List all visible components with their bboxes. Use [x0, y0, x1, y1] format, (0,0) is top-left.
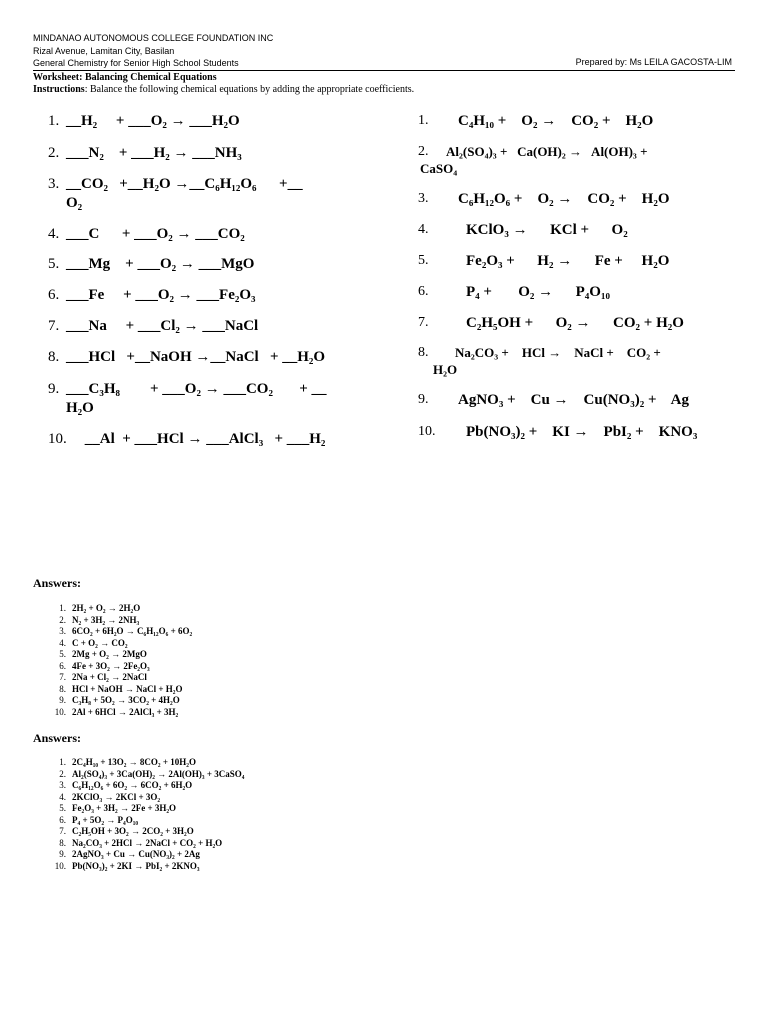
eq-number: 9. [48, 381, 60, 397]
equation: C₄H₁₀ + O₂ → CO₂ + H₂O [458, 113, 654, 129]
list-item: 10. 2Al + 6HCl → 2AlCl₃ + 3H₂ [54, 706, 179, 717]
equation: KClO₃ → KCl + O₂ [466, 222, 628, 238]
equation: P₄ + O₂ → P₄O₁₀ [466, 284, 610, 300]
instructions-text: : Balance the following chemical equations by adding the appropriate coefficients. [84, 84, 415, 95]
equation-continued: H₂O [433, 362, 458, 377]
list-item: 4. 2KClO₃ → 2KCl + 3O₂ [59, 791, 161, 802]
eq-number: 8. [418, 345, 429, 360]
list-item: 1. 2C₄H₁₀ + 13O₂ → 8CO₂ + 10H₂O [59, 757, 196, 767]
eq-number: 8. [48, 349, 60, 365]
eq-number: 5. [48, 256, 60, 272]
equation: __Al + ___HCl → ___AlCl₃ + ___H₂ [66, 431, 326, 447]
equation: C₆H₁₂O₆ + O₂ → CO₂ + H₂O [458, 191, 670, 207]
eq-number: 6. [418, 284, 429, 299]
answers-heading: Answers: [33, 576, 81, 590]
list-item: 3. C₆H₁₂O₆ + 6O₂ → 6CO₂ + 6H₂O [59, 780, 193, 790]
worksheet-title: Worksheet: Balancing Chemical Equations [33, 72, 217, 83]
eq-number: 4. [48, 226, 60, 242]
list-item: 1. 2H₂ + O₂ → 2H₂O [59, 603, 141, 613]
equation: ___Fe + ___O₂ → ___Fe₂O₃ [66, 287, 256, 303]
eq-number: 2. [48, 145, 60, 161]
equation: Pb(NO₃)₂ + KI → PbI₂ + KNO₃ [466, 424, 698, 440]
equation: ___Mg + ___O₂ → ___MgO [66, 256, 255, 272]
equation: ___N₂ + ___H₂ → ___NH₃ [66, 145, 242, 161]
equation: __CO₂ +__H₂O →__C₆H₁₂O₆ +__ [66, 176, 303, 192]
eq-number: 3. [418, 191, 429, 206]
list-item: 10. Pb(NO₃)₂ + 2KI → PbI₂ + 2KNO₃ [54, 860, 200, 871]
list-item: 3. 6CO₂ + 6H₂O → C₆H₁₂O₆ + 6O₂ [59, 626, 193, 636]
list-item: 2. Al₂(SO₄)₃ + 3Ca(OH)₂ → 2Al(OH)₃ + 3CaSO₄ [59, 768, 245, 779]
college-address: Rizal Avenue, Lamitan City, Basilan [33, 46, 175, 56]
eq-number: 6. [48, 287, 60, 303]
equation: Fe₂O₃ + H₂ → Fe + H₂O [466, 253, 670, 269]
equation: ___C₃H₈ + ___O₂ → ___CO₂ + __ [66, 381, 327, 397]
answers-heading: Answers: [33, 731, 81, 745]
worksheet-heading [33, 72, 414, 96]
instructions-label: Instructions [33, 84, 85, 95]
list-item: 7. 2Na + Cl₂ → 2NaCl [59, 672, 147, 682]
list-item: 7. C₂H₅OH + 3O₂ → 2CO₂ + 3H₂O [59, 826, 194, 836]
equation: AgNO₃ + Cu → Cu(NO₃)₂ + Ag [458, 392, 690, 408]
eq-number: 10. [418, 424, 436, 439]
list-item: 5. Fe₂O₃ + 3H₂ → 2Fe + 3H₂O [59, 803, 177, 813]
equation: __H₂ + ___O₂ → ___H₂O [66, 113, 240, 129]
header-divider [33, 70, 735, 71]
list-item: 8. HCl + NaOH → NaCl + H₂O [59, 683, 183, 694]
list-item: 8. Na₂CO₃ + 2HCl → 2NaCl + CO₂ + H₂O [59, 837, 223, 848]
list-item: 6. P₄ + 5O₂ → P₄O₁₀ [59, 814, 139, 825]
eq-number: 5. [418, 253, 429, 268]
eq-number: 2. [418, 144, 429, 159]
equation-continued: CaSO₄ [420, 161, 458, 176]
equation: ___HCl +__NaOH →__NaCl + __H₂O [66, 349, 326, 365]
eq-number: 7. [418, 315, 429, 330]
equation: Al₂(SO₄)₃ + Ca(OH)₂ → Al(OH)₃ + [446, 144, 648, 159]
equation-continued: O₂ [66, 195, 83, 211]
eq-number: 1. [418, 113, 429, 128]
college-name: MINDANAO AUTONOMOUS COLLEGE FOUNDATION INC [33, 33, 274, 43]
list-item: 5. 2Mg + O₂ → 2MgO [59, 649, 147, 659]
list-item: 9. C₃H₈ + 5O₂ → 3CO₂ + 4H₂O [59, 695, 180, 705]
list-item: 4. C + O₂ → CO₂ [59, 637, 128, 648]
eq-number: 7. [48, 318, 60, 334]
list-item: 9. 2AgNO₃ + Cu → Cu(NO₃)₂ + 2Ag [59, 849, 200, 859]
equation: ___Na + ___Cl₂ → ___NaCl [66, 318, 259, 334]
list-item: 6. 4Fe + 3O₂ → 2Fe₂O₃ [59, 660, 150, 671]
equation: ___C + ___O₂ → ___CO₂ [66, 226, 245, 242]
eq-number: 1. [48, 113, 60, 129]
eq-number: 10. [48, 431, 67, 447]
eq-number: 3. [48, 176, 60, 192]
answers-list [46, 603, 192, 718]
equation-continued: H₂O [66, 400, 94, 416]
list-item: 2. N₂ + 3H₂ → 2NH₃ [59, 614, 140, 625]
eq-number: 9. [418, 392, 429, 407]
eq-number: 4. [418, 222, 429, 237]
equation: C₂H₅OH + O₂ → CO₂ + H₂O [466, 315, 684, 331]
answers-list [46, 757, 244, 872]
prepared-by: Prepared by: Ms LEILA GACOSTA-LIM [575, 57, 732, 67]
course-title: General Chemistry for Senior High School Students [33, 58, 239, 68]
equation: Na₂CO₃ + HCl → NaCl + CO₂ + [455, 345, 661, 360]
